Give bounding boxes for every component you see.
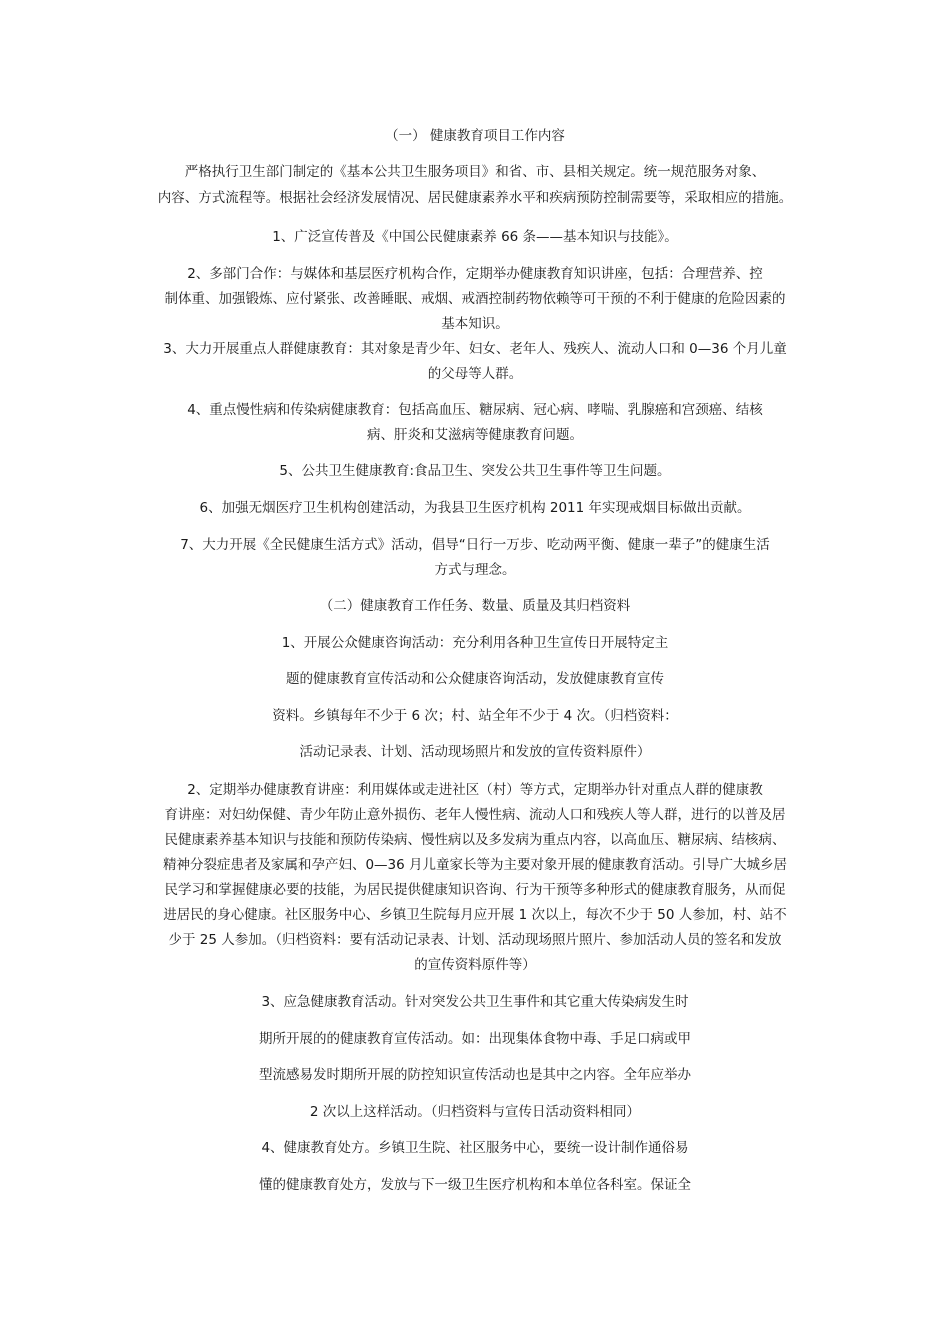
- section2-item2-line-6: 进居民的身心健康。社区服务中心、乡镇卫生院每月应开展 1 次以上，每次不少于 50 人参加，村、站不: [163, 907, 787, 923]
- section1-intro-line-1: 严格执行卫生部门制定的《基本公共卫生服务项目》和省、市、县相关规定。统一规范服务对象、: [184, 164, 766, 180]
- section1-item7-line-2: 方式与理念。: [434, 562, 516, 578]
- section1-item5-line-1: 5、公共卫生健康教育:食品卫生、突发公共卫生事件等卫生问题。: [279, 463, 671, 479]
- section1-item6-line-1: 6、加强无烟医疗卫生机构创建活动，为我县卫生医疗机构 2011 年实现戒烟目标做出贡献。: [199, 500, 751, 516]
- section1-item4-line-2: 病、肝炎和艾滋病等健康教育问题。: [367, 427, 583, 443]
- section2-item2-line-2: 育讲座：对妇幼保健、青少年防止意外损伤、老年人慢性病、流动人口和残疾人等人群，进行的以普及居: [164, 807, 786, 823]
- section2-item3-line-4: 2 次以上这样活动。（归档资料与宣传日活动资料相同）: [309, 1104, 641, 1120]
- section2-item2-line-3: 民健康素养基本知识与技能和预防传染病、慢性病以及多发病为重点内容，以高血压、糖尿病、结核病、: [164, 832, 786, 848]
- section2-item2-line-7: 少于 25 人参加。（归档资料：要有活动记录表、计划、活动现场照片照片、参加活动人员的签名和发放: [168, 932, 782, 948]
- section2-item4-line-2: 懂的健康教育处方，发放与下一级卫生医疗机构和本单位各科室。保证全: [259, 1177, 691, 1193]
- section1-item2-line-3: 基本知识。: [441, 316, 509, 332]
- section2-item3-line-2: 期所开展的的健康教育宣传活动。如：出现集体食物中毒、手足口病或甲: [259, 1031, 691, 1047]
- section1-heading: （一） 健康教育项目工作内容: [385, 128, 565, 144]
- section1-item2-line-2: 制体重、加强锻炼、应付紧张、改善睡眠、戒烟、戒酒控制药物依赖等可干预的不利于健康的危险因素的: [164, 291, 786, 307]
- section2-item2-line-1: 2、定期举办健康教育讲座：利用媒体或走进社区（村）等方式，定期举办针对重点人群的健康教: [187, 782, 763, 798]
- section1-item7-line-1: 7、大力开展《全民健康生活方式》活动，倡导“日行一万步、吃动两平衡、健康一辈子”的健康生活: [180, 537, 770, 553]
- section2-item2-line-5: 民学习和掌握健康必要的技能，为居民提供健康知识咨询、行为干预等多种形式的健康教育服务，从而促: [164, 882, 786, 898]
- section2-item1-line-1: 1、开展公众健康咨询活动：充分利用各种卫生宣传日开展特定主: [281, 635, 669, 651]
- section1-item4-line-1: 4、重点慢性病和传染病健康教育：包括高血压、糖尿病、冠心病、哮喘、乳腺癌和宫颈癌、结核: [187, 402, 763, 418]
- section1-intro-line-2: 内容、方式流程等。根据社会经济发展情况、居民健康素养水平和疾病预防控制需要等，采取相应的措施。: [157, 190, 793, 206]
- section2-item1-line-3: 资料。乡镇每年不少于 6 次；村、站全年不少于 4 次。（归档资料：: [272, 708, 678, 724]
- section2-item2-line-4: 精神分裂症患者及家属和孕产妇、0—36 月儿童家长等为主要对象开展的健康教育活动。引导广大城乡居: [162, 857, 788, 873]
- section1-item3-line-2: 的父母等人群。: [427, 366, 523, 382]
- section2-item2-line-8: 的宣传资料原件等）: [414, 957, 536, 973]
- section2-item3-line-1: 3、应急健康教育活动。针对突发公共卫生事件和其它重大传染病发生时: [261, 994, 689, 1010]
- section1-item3-line-1: 3、大力开展重点人群健康教育：其对象是青少年、妇女、老年人、残疾人、流动人口和 0—36 个月儿童: [163, 341, 787, 357]
- section1-item2-line-1: 2、多部门合作：与媒体和基层医疗机构合作，定期举办健康教育知识讲座，包括：合理营养、控: [187, 266, 763, 282]
- section2-item1-line-4: 活动记录表、计划、活动现场照片和发放的宣传资料原件）: [299, 744, 651, 760]
- section1-item1-line-1: 1、广泛宣传普及《中国公民健康素养 66 条——基本知识与技能》。: [272, 229, 678, 245]
- section2-heading: （二）健康教育工作任务、数量、质量及其归档资料: [319, 598, 631, 614]
- section2-item3-line-3: 型流感易发时期所开展的防控知识宣传活动也是其中之内容。全年应举办: [259, 1067, 691, 1083]
- section2-item4-line-1: 4、健康教育处方。乡镇卫生院、社区服务中心，要统一设计制作通俗易: [261, 1140, 689, 1156]
- section2-item1-line-2: 题的健康教育宣传活动和公众健康咨询活动，发放健康教育宣传: [286, 671, 664, 687]
